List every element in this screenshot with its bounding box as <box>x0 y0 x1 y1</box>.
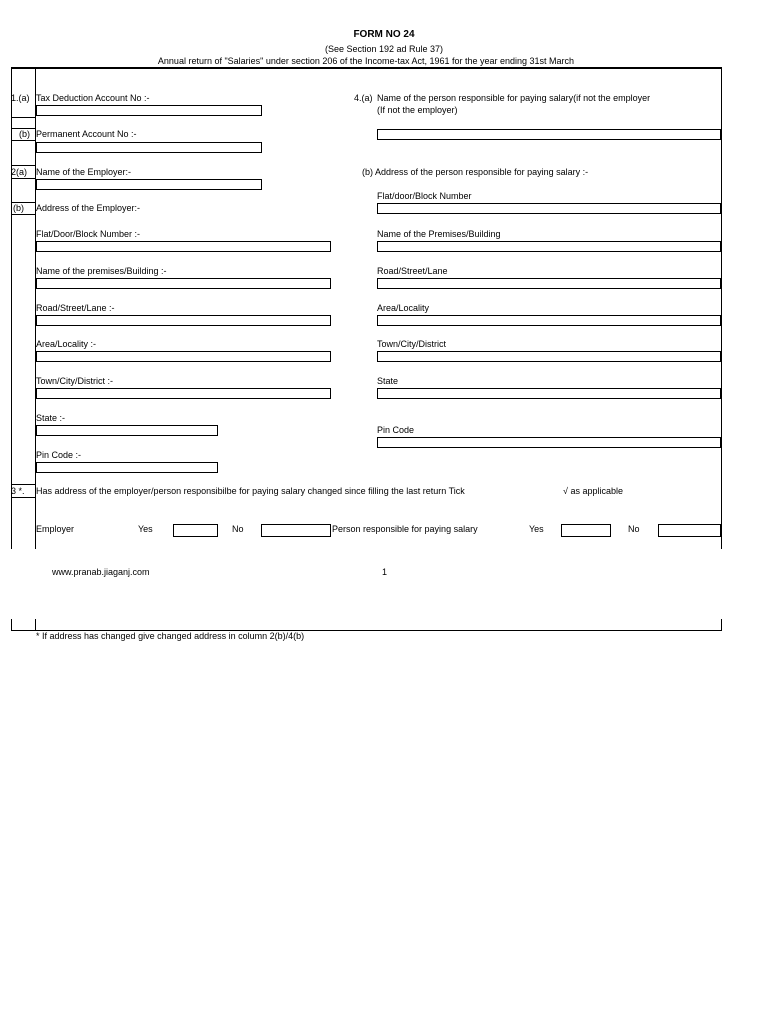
responsible-premises-label: Name of the Premises/Building <box>377 229 501 239</box>
employer-road-field[interactable] <box>36 315 331 326</box>
employer-yes-label: Yes <box>138 524 153 534</box>
responsible-road-field[interactable] <box>377 278 721 289</box>
pan-label: Permanent Account No :- <box>36 129 137 139</box>
address-changed-question: Has address of the employer/person responsibilbe for paying salary changed since filling the last return Tick <box>36 486 465 496</box>
responsible-state-field[interactable] <box>377 388 721 399</box>
employer-premises-label: Name of the premises/Building :- <box>36 266 167 276</box>
responsible-name-label-2: (If not the employer) <box>377 105 458 115</box>
form-title: FORM NO 24 <box>353 29 415 40</box>
employer-flat-field[interactable] <box>36 241 331 252</box>
item-number-2b: (b) <box>13 203 24 213</box>
responsible-state-label: State <box>377 376 399 386</box>
responsible-option-label: Person responsible for paying salary <box>332 524 478 534</box>
employer-flat-label: Flat/Door/Block Number :- <box>36 229 141 239</box>
employer-state-field[interactable] <box>36 425 218 436</box>
employer-town-field[interactable] <box>36 388 331 399</box>
item-number-3: 3 *. <box>11 486 25 496</box>
employer-no-checkbox[interactable] <box>261 524 331 537</box>
item-number-1a: 1.(a) <box>11 93 30 103</box>
employer-name-field[interactable] <box>36 179 262 190</box>
responsible-flat-field[interactable] <box>377 203 721 214</box>
row-sep <box>11 117 35 118</box>
row-sep <box>11 165 35 166</box>
responsible-pin-label: Pin Code <box>377 425 415 435</box>
employer-no-label: No <box>232 524 244 534</box>
tan-label: Tax Deduction Account No :- <box>36 93 150 103</box>
employer-name-label: Name of the Employer:- <box>36 167 132 177</box>
responsible-name-field[interactable] <box>377 129 721 140</box>
employer-state-label: State :- <box>36 413 66 423</box>
row-sep <box>11 140 35 141</box>
frame-top <box>11 67 722 69</box>
responsible-area-field[interactable] <box>377 315 721 326</box>
footnote: * If address has changed give changed address in column 2(b)/4(b) <box>36 631 305 641</box>
pan-field[interactable] <box>36 142 262 153</box>
footer-website: www.pranab.jiaganj.com <box>52 567 150 577</box>
responsible-area-label: Area/Locality <box>377 303 430 313</box>
responsible-name-label: Name of the person responsible for paying salary(if not the employer <box>377 93 651 103</box>
tan-field[interactable] <box>36 105 262 116</box>
employer-option-label: Employer <box>36 524 75 534</box>
employer-area-label: Area/Locality :- <box>36 339 97 349</box>
employer-premises-field[interactable] <box>36 278 331 289</box>
responsible-yes-label: Yes <box>529 524 544 534</box>
employer-yes-checkbox[interactable] <box>173 524 218 537</box>
responsible-pin-field[interactable] <box>377 437 721 448</box>
responsible-yes-checkbox[interactable] <box>561 524 611 537</box>
responsible-no-checkbox[interactable] <box>658 524 721 537</box>
responsible-road-label: Road/Street/Lane <box>377 266 448 276</box>
responsible-town-label: Town/City/District <box>377 339 447 349</box>
responsible-flat-label: Flat/door/Block Number <box>377 191 472 201</box>
employer-town-label: Town/City/District :- <box>36 376 114 386</box>
employer-area-field[interactable] <box>36 351 331 362</box>
form-subtitle: Annual return of "Salaries" under section 206 of the Income-tax Act, 1961 for the year ending 31st March <box>157 56 575 66</box>
form-section: (See Section 192 ad Rule 37) <box>324 44 444 54</box>
item-number-2a: 2(a) <box>11 167 28 177</box>
responsible-premises-field[interactable] <box>377 241 721 252</box>
employer-road-label: Road/Street/Lane :- <box>36 303 115 313</box>
tick-note: √ as applicable <box>563 486 623 496</box>
employer-address-label: Address of the Employer:- <box>36 203 141 213</box>
item-number-4a: 4.(a) <box>354 93 373 103</box>
row-sep <box>11 497 35 498</box>
employer-pin-label: Pin Code :- <box>36 450 82 460</box>
row-sep <box>11 484 35 485</box>
item-number-1b: (b) <box>19 129 30 139</box>
row-sep <box>11 214 35 215</box>
page-number: 1 <box>382 567 388 577</box>
row-sep <box>11 178 35 179</box>
frame-right <box>721 67 722 549</box>
responsible-town-field[interactable] <box>377 351 721 362</box>
responsible-address-label: (b) Address of the person responsible for paying salary :- <box>362 167 589 177</box>
employer-pin-field[interactable] <box>36 462 218 473</box>
responsible-no-label: No <box>628 524 640 534</box>
